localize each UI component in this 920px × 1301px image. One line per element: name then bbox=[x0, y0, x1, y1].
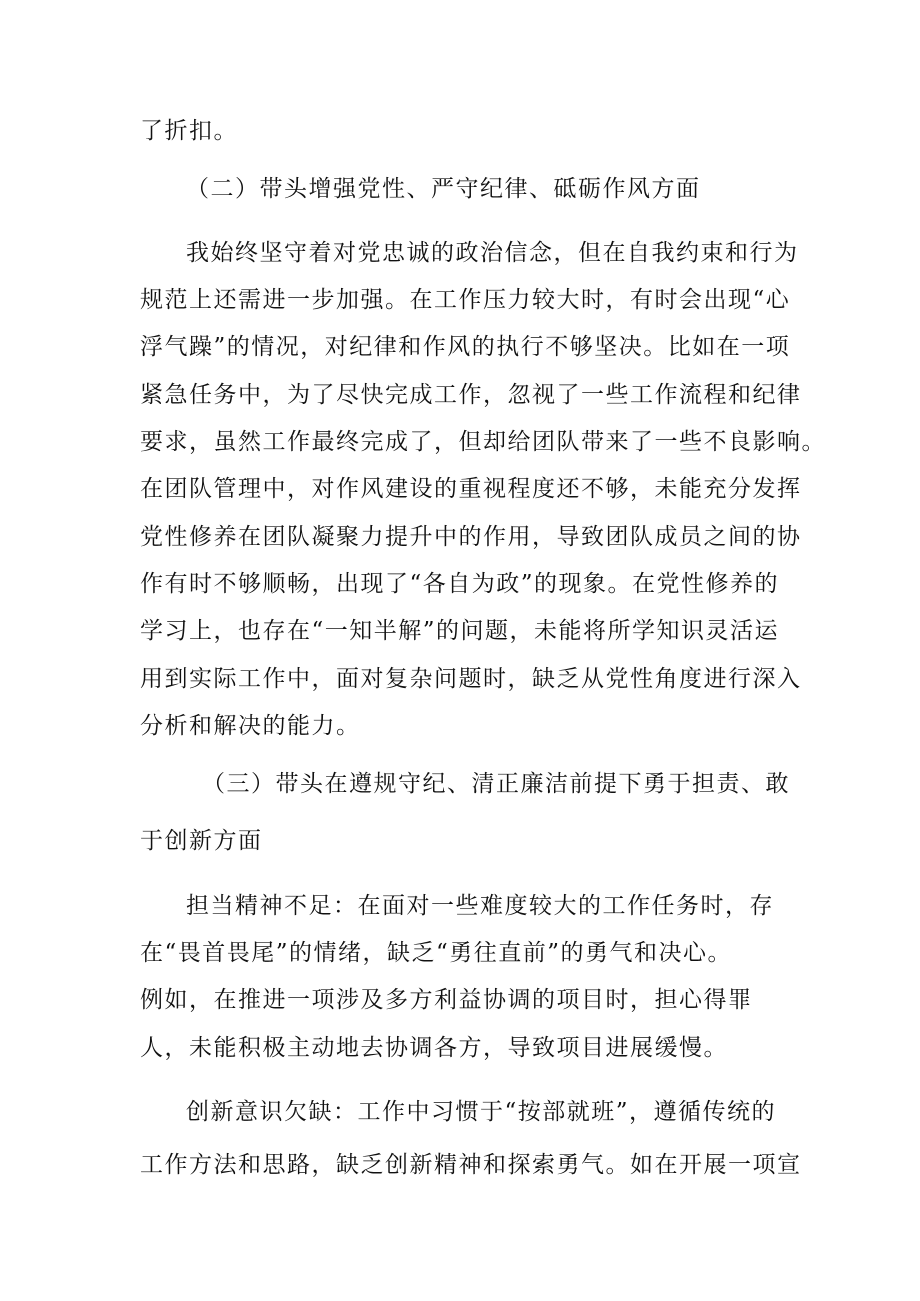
text-line: 浮气躁”的情况，对纪律和作风的执行不够坚决。比如在一项 bbox=[140, 334, 791, 360]
text-line: 作有时不够顺畅，出现了“各自为政”的现象。在党性修养的 bbox=[140, 571, 780, 597]
text-line: 我始终坚守着对党忠诚的政治信念，但在自我约束和行为 bbox=[186, 240, 799, 266]
text-line: 党性修养在团队凝聚力提升中的作用，导致团队成员之间的协 bbox=[140, 524, 802, 550]
text-line: 紧急任务中，为了尽快完成工作，忽视了一些工作流程和纪律 bbox=[140, 382, 802, 408]
text-line: 创新意识欠缺：工作中习惯于“按部就班”，遵循传统的 bbox=[186, 1099, 777, 1125]
text-line: 在团队管理中，对作风建设的重视程度还不够，未能充分发挥 bbox=[140, 476, 802, 502]
text-line: 规范上还需进一步加强。在工作压力较大时，有时会出现“心 bbox=[140, 287, 791, 313]
text-line: 人，未能积极主动地去协调各方，导致项目进展缓慢。 bbox=[140, 1035, 728, 1061]
text-line: 工作方法和思路，缺乏创新精神和探索勇气。如在开展一项宣 bbox=[140, 1152, 802, 1178]
text-line: 担当精神不足：在面对一些难度较大的工作任务时，存 bbox=[186, 893, 774, 919]
text-line: 在“畏首畏尾”的情绪，缺乏“勇往直前”的勇气和决心。 bbox=[140, 940, 733, 966]
text-line: 分析和解决的能力。 bbox=[140, 713, 361, 739]
text-line: 学习上，也存在“一知半解”的问题，未能将所学知识灵活运 bbox=[140, 618, 780, 644]
text-line: 用到实际工作中，面对复杂问题时，缺乏从党性角度进行深入 bbox=[140, 666, 802, 692]
text-line: 要求，虽然工作最终完成了，但却给团队带来了一些不良影响。 bbox=[140, 429, 826, 455]
section-heading-3-cont: 于创新方面 bbox=[140, 828, 263, 854]
text-line: 了折扣。 bbox=[140, 118, 238, 144]
section-heading-2: （二）带头增强党性、严守纪律、砥砺作风方面 bbox=[186, 176, 701, 202]
section-heading-3: （三）带头在遵规守纪、清正廉洁前提下勇于担责、敢 bbox=[202, 771, 790, 797]
text-line: 例如，在推进一项涉及多方利益协调的项目时，担心得罪 bbox=[140, 987, 753, 1013]
